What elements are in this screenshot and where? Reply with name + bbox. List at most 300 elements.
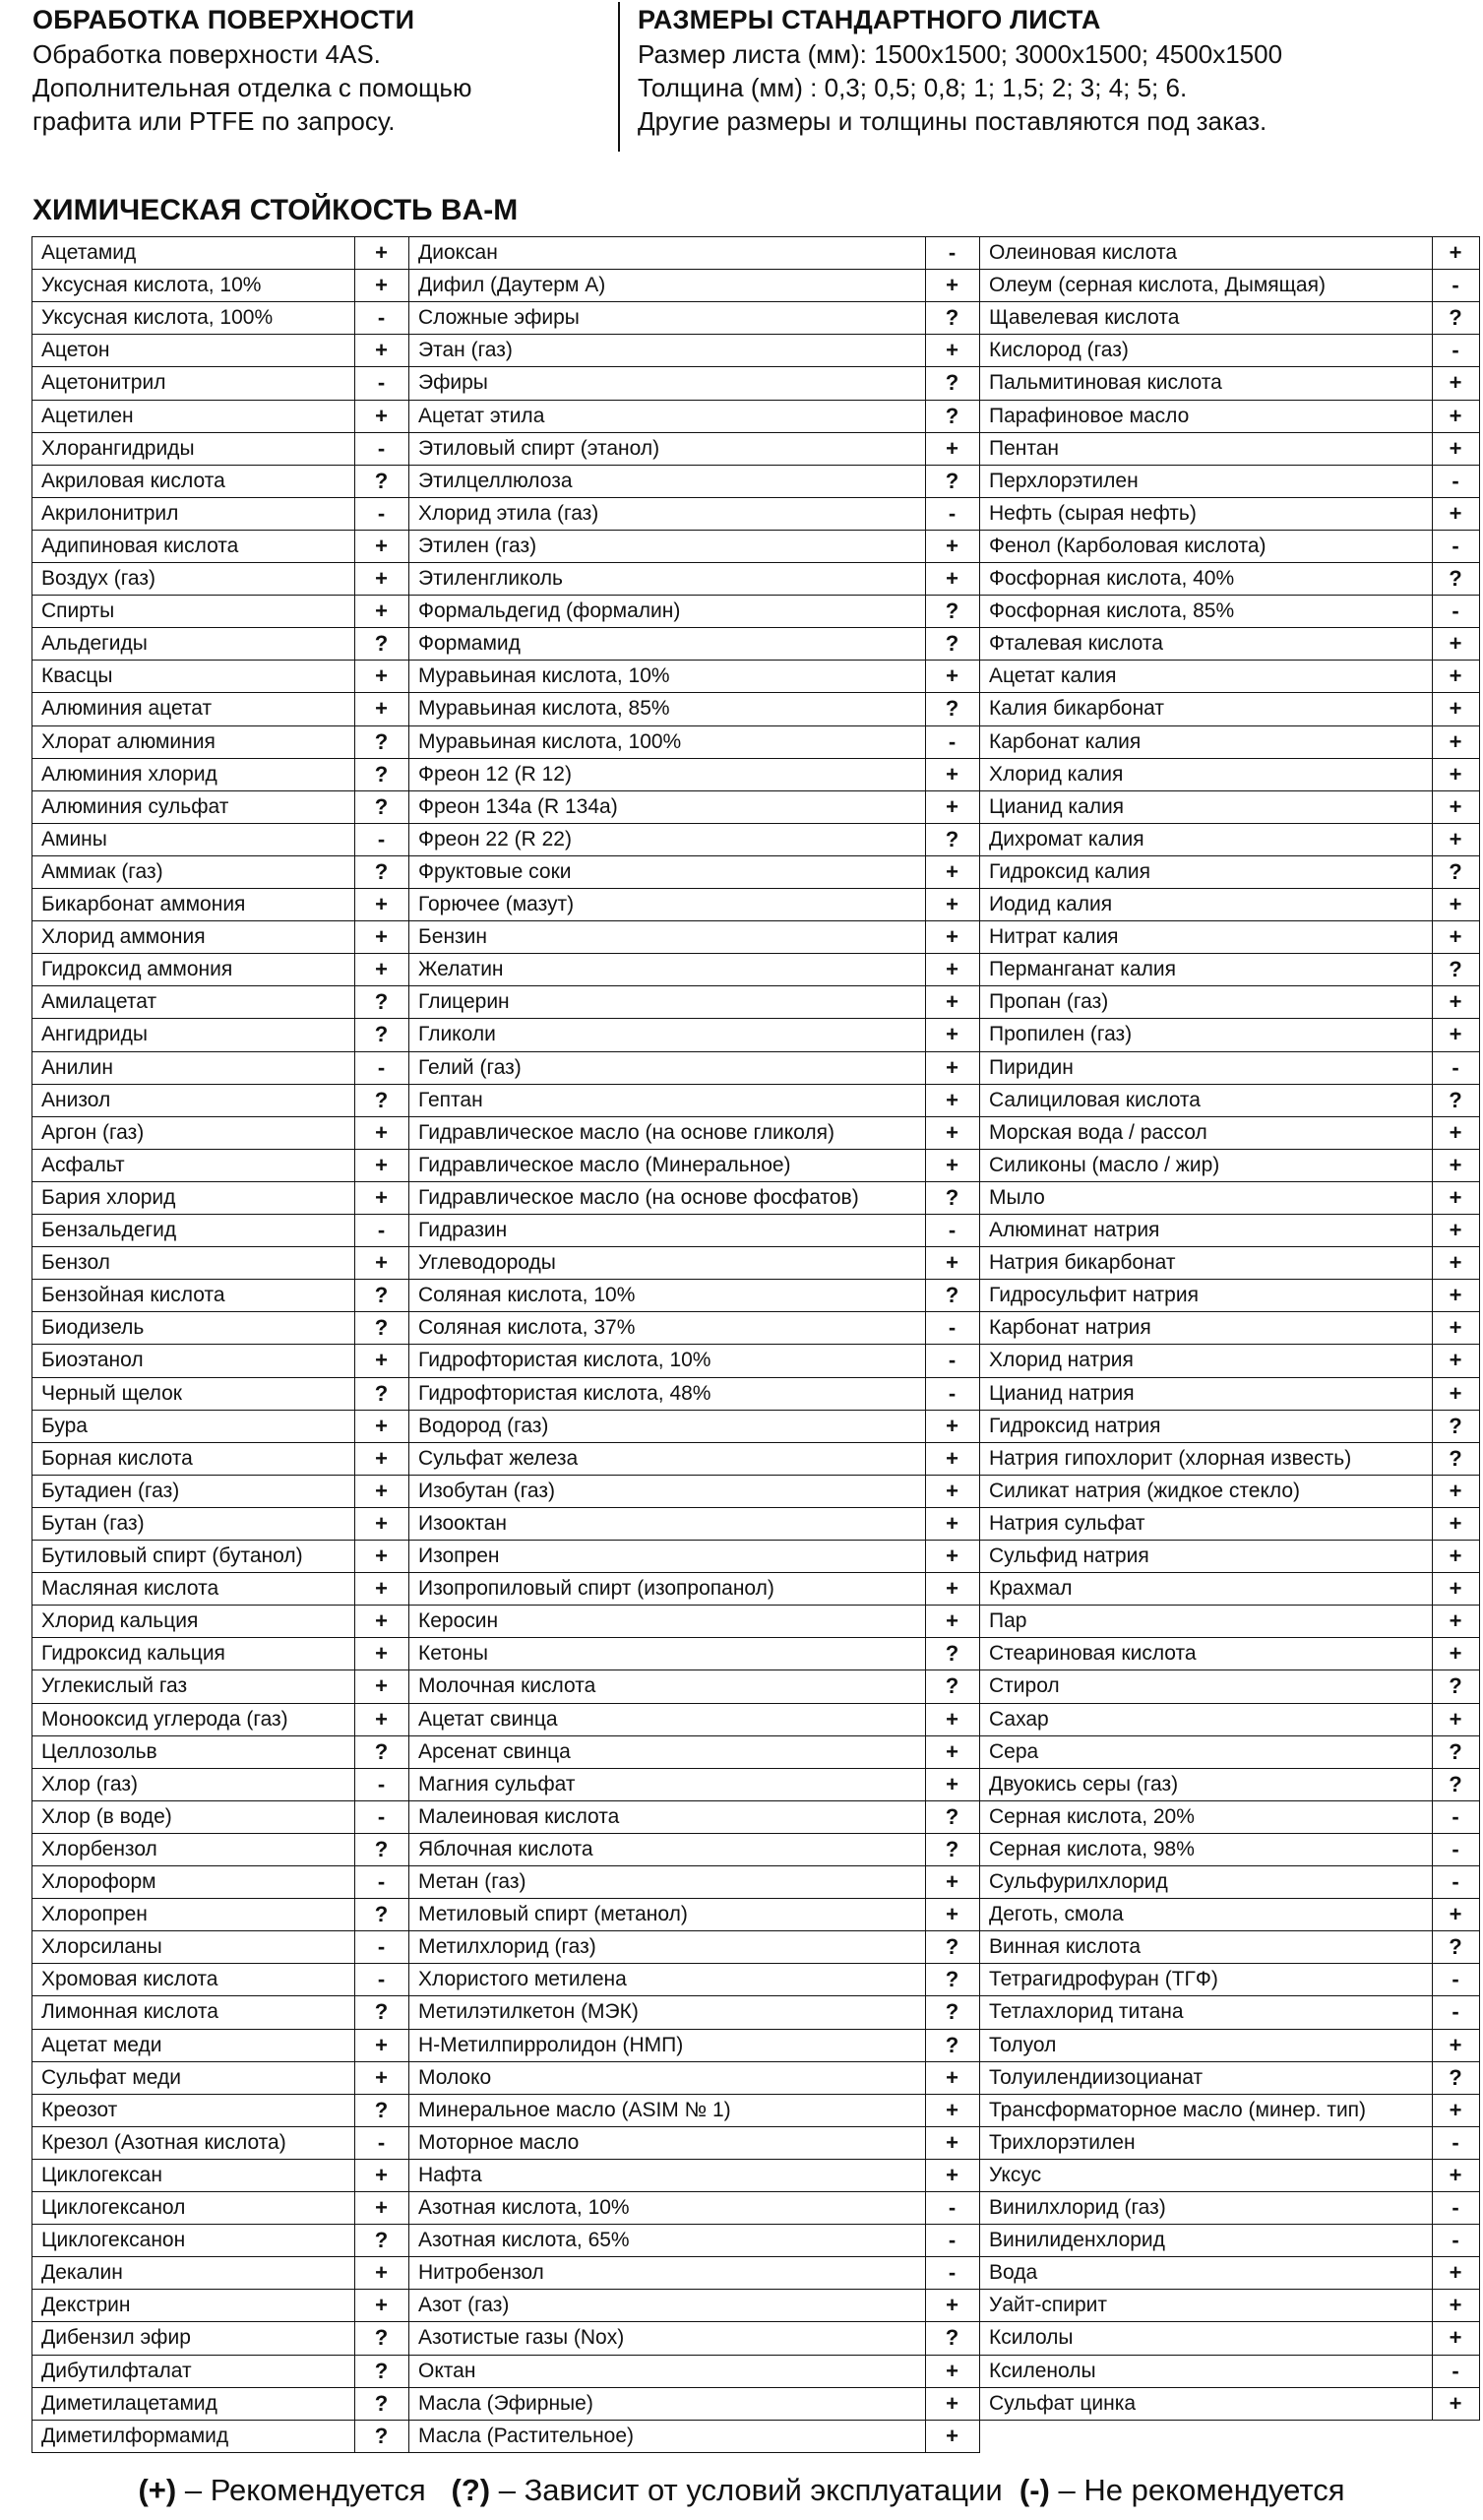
chemical-name: Ангидриды	[41, 1023, 149, 1046]
row-divider	[31, 1898, 409, 1899]
resistance-mark: -	[377, 1803, 386, 1829]
row-divider	[979, 2126, 1480, 2127]
resistance-mark: -	[948, 1315, 957, 1341]
row-divider	[979, 1637, 1480, 1638]
resistance-mark: +	[946, 761, 958, 787]
resistance-mark: +	[1449, 1544, 1462, 1568]
resistance-mark: +	[1449, 989, 1462, 1015]
chemical-name: Магния сульфат	[418, 1772, 576, 1796]
row-divider	[408, 530, 980, 531]
resistance-mark: ?	[374, 1902, 389, 1927]
row-divider	[408, 2159, 980, 2160]
legend-recommended-text: – Рекомендуется	[176, 2473, 426, 2507]
resistance-mark: ?	[1449, 1087, 1462, 1112]
resistance-mark: ?	[374, 2228, 389, 2253]
chemical-name: Карбонат калия	[989, 729, 1142, 753]
row-divider	[31, 1475, 409, 1476]
row-divider	[31, 953, 409, 954]
resistance-mark: +	[375, 1152, 388, 1177]
resistance-mark: ?	[945, 468, 959, 493]
row-divider	[979, 2420, 1480, 2421]
chemical-name: Гидроксид калия	[989, 859, 1150, 883]
resistance-mark: +	[946, 2129, 958, 2155]
resistance-mark: +	[375, 1348, 388, 1373]
chemical-name: Кетоны	[418, 1642, 488, 1666]
chemical-name: Бутан (газ)	[41, 1511, 145, 1535]
row-divider	[31, 1344, 409, 1345]
row-divider	[408, 1605, 980, 1606]
row-divider	[979, 269, 1480, 270]
row-divider	[979, 1507, 1480, 1508]
resistance-mark: +	[946, 435, 958, 461]
resistance-mark: +	[946, 663, 958, 689]
chemical-name: Пропилен (газ)	[989, 1023, 1133, 1046]
resistance-mark: ?	[945, 1934, 959, 1960]
chemical-name: Крезол (Азотная кислота)	[41, 2130, 286, 2154]
resistance-mark: +	[1449, 370, 1462, 396]
resistance-mark: +	[946, 1738, 958, 1764]
chemical-name: Масляная кислота	[41, 1577, 219, 1601]
row-divider	[408, 2029, 980, 2030]
row-divider	[31, 1410, 409, 1411]
resistance-mark: +	[1449, 2293, 1462, 2318]
row-divider	[31, 2029, 409, 2030]
resistance-mark: -	[1452, 273, 1459, 298]
column-divider	[1479, 236, 1480, 2420]
resistance-mark: +	[1449, 1022, 1462, 1047]
row-divider	[408, 1800, 980, 1801]
resistance-mark: -	[377, 1967, 386, 1992]
row-divider	[979, 985, 1480, 986]
row-divider	[979, 2094, 1480, 2095]
chemical-name: Винилиденхлорид	[989, 2229, 1165, 2252]
chemical-name: Тетрагидрофуран (ТГФ)	[989, 1968, 1218, 1991]
resistance-mark: -	[1452, 2129, 1459, 2155]
resistance-mark: +	[946, 793, 958, 819]
resistance-mark: +	[946, 1478, 958, 1503]
resistance-mark: +	[946, 1087, 958, 1112]
chemical-name: Ацетон	[41, 339, 110, 362]
chemical-name: Хлорат алюминия	[41, 729, 216, 753]
row-divider	[408, 920, 980, 921]
resistance-mark: +	[946, 1445, 958, 1471]
row-divider	[31, 236, 409, 237]
chemical-name: Азотистые газы (Nox)	[418, 2326, 625, 2350]
resistance-mark: ?	[945, 1803, 959, 1829]
chemical-name: Гидроксид аммония	[41, 958, 233, 981]
row-divider	[979, 1246, 1480, 1247]
resistance-mark: -	[377, 2129, 386, 2155]
row-divider	[31, 269, 409, 270]
chemical-name: Азотная кислота, 10%	[418, 2196, 630, 2219]
chemical-name: Алюминия ацетат	[41, 697, 213, 721]
row-divider	[31, 1149, 409, 1150]
row-divider	[31, 823, 409, 824]
chemical-name: Нитробензол	[418, 2261, 544, 2285]
resistance-mark: ?	[374, 2325, 389, 2351]
resistance-mark: ?	[1449, 305, 1462, 331]
row-divider	[408, 2452, 980, 2453]
row-divider	[408, 888, 980, 889]
chemical-name: Бензальдегид	[41, 1219, 177, 1241]
resistance-mark: +	[1449, 2390, 1462, 2416]
resistance-mark: ?	[945, 1184, 959, 1210]
chemical-name: Анизол	[41, 1088, 111, 1111]
chemical-name: Нефть (сырая нефть)	[989, 501, 1197, 525]
chemical-name: Хлорид натрия	[989, 1349, 1134, 1372]
surface-treatment-line: графита или PTFE по запросу.	[32, 106, 396, 136]
chemical-name: Фруктовые соки	[418, 859, 572, 883]
chemical-name: Аргон (газ)	[41, 1120, 145, 1144]
chemical-name: Фталевая кислота	[989, 632, 1163, 656]
chemical-name: Хлорангидриды	[41, 436, 195, 460]
resistance-mark: +	[946, 892, 958, 916]
resistance-mark: +	[1449, 1478, 1462, 1503]
chemical-name: Глицерин	[418, 990, 510, 1014]
row-divider	[31, 2321, 409, 2322]
chemical-name: Амилацетат	[41, 990, 157, 1014]
chemical-name: Молоко	[418, 2065, 492, 2089]
resistance-mark: ?	[1449, 1934, 1462, 1960]
row-divider	[408, 1246, 980, 1247]
resistance-mark: +	[946, 273, 958, 298]
resistance-mark: +	[946, 1152, 958, 1177]
chemical-name: Бария хлорид	[41, 1185, 176, 1209]
row-divider	[408, 1572, 980, 1573]
chemical-name: Гидравлическое масло (Минеральное)	[418, 1153, 791, 1176]
resistance-mark: ?	[374, 1315, 389, 1341]
resistance-mark: -	[1452, 1869, 1459, 1894]
chemical-name: Альдегиды	[41, 632, 148, 656]
chemical-name: Ацетат калия	[989, 664, 1117, 688]
resistance-mark: ?	[1449, 957, 1462, 982]
row-divider	[979, 1735, 1480, 1736]
row-divider	[979, 236, 1480, 237]
resistance-mark: +	[375, 1706, 388, 1732]
row-divider	[408, 334, 980, 335]
resistance-mark: +	[946, 1250, 958, 1276]
resistance-mark: ?	[374, 2390, 389, 2416]
row-divider	[408, 1833, 980, 1834]
chemical-name: Углекислый газ	[41, 1674, 188, 1698]
row-divider	[979, 1181, 1480, 1182]
resistance-mark: +	[946, 924, 958, 950]
chemical-name: Акрилонитрил	[41, 501, 179, 525]
resistance-mark: ?	[1449, 1673, 1462, 1699]
row-divider	[408, 1311, 980, 1312]
resistance-mark: -	[377, 500, 386, 526]
resistance-mark: +	[1449, 1608, 1462, 1634]
row-divider	[408, 1475, 980, 1476]
row-divider	[979, 855, 1480, 856]
row-divider	[408, 953, 980, 954]
chemical-name: Декалин	[41, 2261, 123, 2285]
resistance-mark: ?	[945, 2032, 959, 2057]
chemical-name: Пиридин	[989, 1055, 1074, 1079]
chemical-name: Биодизель	[41, 1316, 145, 1340]
row-divider	[31, 1507, 409, 1508]
chemical-name: Керосин	[418, 1609, 499, 1633]
column-divider	[31, 236, 32, 2452]
resistance-mark: ?	[374, 1836, 389, 1861]
row-divider	[979, 2256, 1480, 2257]
chemical-name: Бензойная кислота	[41, 1284, 225, 1307]
resistance-mark: +	[1449, 793, 1462, 819]
resistance-mark: +	[375, 892, 388, 916]
row-divider	[408, 1084, 980, 1085]
resistance-mark: +	[375, 566, 388, 591]
sheet-size-line: Толщина (мм) : 0,3; 0,5; 0,8; 1; 1,5; 2; 3; 4; 5; 6.	[638, 73, 1188, 102]
row-divider	[979, 400, 1480, 401]
chemical-resistance-title: ХИМИЧЕСКАЯ СТОЙКОСТЬ BA-M	[32, 194, 519, 226]
chemical-name: Биоэтанол	[41, 1349, 144, 1372]
row-divider	[979, 888, 1480, 889]
resistance-mark: -	[1452, 533, 1459, 558]
resistance-mark: +	[1449, 924, 1462, 950]
resistance-mark: +	[946, 2162, 958, 2187]
resistance-mark: ?	[1449, 2064, 1462, 2090]
row-divider	[979, 1084, 1480, 1085]
chemical-name: Сложные эфиры	[418, 306, 580, 330]
row-divider	[979, 692, 1480, 693]
chemical-name: Адипиновая кислота	[41, 534, 239, 557]
row-divider	[31, 497, 409, 498]
resistance-mark: ?	[945, 1967, 959, 1992]
chemical-name: Масла (Эфирные)	[418, 2391, 593, 2415]
resistance-mark: ?	[1449, 1771, 1462, 1796]
row-divider	[979, 1018, 1480, 1019]
resistance-mark: +	[375, 1641, 388, 1667]
chemical-name: Цианид натрия	[989, 1381, 1135, 1405]
chemical-name: Яблочная кислота	[418, 1837, 593, 1860]
chemical-name: Натрия бикарбонат	[989, 1251, 1176, 1275]
sheet-size-title: РАЗМЕРЫ СТАНДАРТНОГО ЛИСТА	[638, 5, 1101, 34]
chemical-name: Уайт-спирит	[989, 2294, 1107, 2317]
row-divider	[408, 1051, 980, 1052]
resistance-mark: +	[946, 533, 958, 558]
chemical-name: Анилин	[41, 1055, 113, 1079]
row-divider	[979, 2224, 1480, 2225]
chemical-name: Нафта	[418, 2163, 482, 2186]
row-divider	[408, 1703, 980, 1704]
row-divider	[979, 1898, 1480, 1899]
row-divider	[31, 1214, 409, 1215]
resistance-mark: -	[948, 1218, 957, 1242]
chemical-name: Деготь, смола	[989, 1903, 1124, 1926]
resistance-mark: +	[375, 957, 388, 982]
chemical-name: Винная кислота	[989, 1935, 1142, 1959]
resistance-mark: +	[946, 1544, 958, 1568]
row-divider	[31, 1279, 409, 1280]
chemical-name: Хлоропрен	[41, 1903, 148, 1926]
chemical-name: Бикарбонат аммония	[41, 893, 246, 915]
chemical-name: Борная кислота	[41, 1446, 193, 1470]
row-divider	[408, 366, 980, 367]
row-divider	[31, 985, 409, 986]
resistance-mark: ?	[374, 2097, 389, 2122]
chemical-name: Гидрофтористая кислота, 48%	[418, 1381, 711, 1405]
row-divider	[979, 465, 1480, 466]
resistance-mark: ?	[374, 631, 389, 657]
chemical-name: Дифил (Даутерм А)	[418, 274, 606, 297]
chemical-name: Нитрат калия	[989, 925, 1119, 949]
chemical-name: Кислород (газ)	[989, 339, 1129, 362]
row-divider	[979, 1410, 1480, 1411]
row-divider	[408, 1410, 980, 1411]
chemical-name: Фреон 22 (R 22)	[418, 827, 572, 850]
chemical-name: Бензин	[418, 925, 488, 949]
row-divider	[408, 1442, 980, 1443]
chemical-name: Трансформаторное масло (минер. тип)	[989, 2098, 1367, 2121]
row-divider	[31, 1833, 409, 1834]
row-divider	[31, 400, 409, 401]
chemical-name: Тетлахлорид титана	[989, 2000, 1184, 2024]
chemical-name: Углеводороды	[418, 1251, 556, 1275]
resistance-mark: +	[946, 1608, 958, 1634]
resistance-mark: +	[375, 2293, 388, 2318]
chemical-name: Серная кислота, 20%	[989, 1804, 1195, 1828]
resistance-mark: ?	[374, 1283, 389, 1308]
resistance-mark: -	[948, 240, 957, 265]
row-divider	[979, 823, 1480, 824]
resistance-mark: +	[375, 2162, 388, 2187]
row-divider	[408, 1995, 980, 1996]
row-divider	[979, 758, 1480, 759]
row-divider	[31, 2420, 409, 2421]
chemical-name: Декстрин	[41, 2294, 131, 2317]
row-divider	[31, 530, 409, 531]
row-divider	[31, 2061, 409, 2062]
row-divider	[979, 1149, 1480, 1150]
row-divider	[979, 2159, 1480, 2160]
chemical-name: Формальдегид (формалин)	[418, 599, 681, 623]
column-divider	[1432, 236, 1433, 2420]
chemical-name: Винилхлорид (газ)	[989, 2196, 1166, 2219]
row-divider	[31, 2355, 409, 2356]
chemical-name: Пар	[989, 1609, 1027, 1633]
resistance-mark: ?	[945, 1641, 959, 1667]
chemical-name: Ксиленолы	[989, 2359, 1096, 2382]
resistance-mark: +	[375, 1250, 388, 1276]
resistance-mark: +	[375, 2195, 388, 2220]
chemical-name: Алюминат натрия	[989, 1219, 1160, 1241]
resistance-mark: -	[377, 305, 386, 331]
resistance-mark: +	[946, 989, 958, 1015]
resistance-mark: -	[1452, 1803, 1459, 1829]
row-divider	[31, 1865, 409, 1866]
chemical-name: Морская вода / рассол	[989, 1120, 1207, 1144]
chemical-name: Диоксан	[418, 241, 498, 264]
row-divider	[31, 1963, 409, 1964]
resistance-mark: ?	[1449, 1413, 1462, 1438]
row-divider	[408, 627, 980, 628]
row-divider	[408, 692, 980, 693]
resistance-mark: +	[375, 1478, 388, 1503]
chemical-name: Уксус	[989, 2163, 1042, 2186]
row-divider	[31, 2191, 409, 2192]
chemical-name: Метилхлорид (газ)	[418, 1935, 596, 1959]
row-divider	[979, 2061, 1480, 2062]
sheet-size-line: Размер листа (мм): 1500x1500; 3000x1500; 4500x1500	[638, 39, 1283, 69]
chemical-name: Циклогексан	[41, 2163, 162, 2186]
resistance-mark: ?	[945, 305, 959, 331]
row-divider	[408, 1181, 980, 1182]
row-divider	[408, 1898, 980, 1899]
resistance-mark: +	[946, 2423, 958, 2448]
resistance-mark: +	[1449, 1706, 1462, 1732]
chemical-name: Квасцы	[41, 664, 113, 688]
resistance-mark: ?	[945, 826, 959, 851]
resistance-mark: +	[1449, 2325, 1462, 2351]
row-divider	[31, 1018, 409, 1019]
resistance-mark: +	[1449, 1315, 1462, 1341]
chemical-name: Соляная кислота, 37%	[418, 1316, 636, 1340]
row-divider	[31, 920, 409, 921]
resistance-mark: +	[946, 957, 958, 982]
chemical-name: Гидрофтористая кислота, 10%	[418, 1349, 711, 1372]
chemical-name: Муравьиная кислота, 10%	[418, 664, 670, 688]
row-divider	[31, 2289, 409, 2290]
resistance-mark: +	[375, 403, 388, 428]
row-divider	[31, 595, 409, 596]
resistance-mark: -	[948, 728, 957, 754]
resistance-mark: +	[1449, 2260, 1462, 2286]
resistance-mark: -	[1452, 1836, 1459, 1861]
row-divider	[979, 790, 1480, 791]
chemical-name: Салициловая кислота	[989, 1088, 1201, 1111]
resistance-mark: -	[377, 370, 386, 396]
row-divider	[31, 2094, 409, 2095]
resistance-mark: ?	[1449, 1445, 1462, 1471]
chemical-name: Сульфурилхлорид	[989, 1870, 1168, 1893]
row-divider	[979, 530, 1480, 531]
resistance-mark: -	[1452, 2358, 1459, 2383]
resistance-mark: +	[375, 338, 388, 363]
resistance-mark: +	[946, 1902, 958, 1927]
row-divider	[31, 1540, 409, 1541]
row-divider	[408, 725, 980, 726]
chemical-name: Сульфат меди	[41, 2065, 181, 2089]
chemical-name: Уксусная кислота, 10%	[41, 274, 262, 297]
chemical-name: Фреон 134a (R 134a)	[418, 794, 618, 818]
legend-not-recommended-mark: (-)	[1019, 2473, 1050, 2507]
chemical-name: Щавелевая кислота	[989, 306, 1180, 330]
chemical-name: Арсенат свинца	[418, 1739, 571, 1763]
column-divider	[979, 236, 980, 2420]
row-divider	[408, 1018, 980, 1019]
resistance-mark: +	[946, 2064, 958, 2090]
chemical-name: Целлозольв	[41, 1739, 157, 1763]
row-divider	[31, 1637, 409, 1638]
row-divider	[408, 2061, 980, 2062]
resistance-mark: -	[1452, 1054, 1459, 1080]
row-divider	[979, 1377, 1480, 1378]
resistance-mark: ?	[945, 2325, 959, 2351]
row-divider	[408, 269, 980, 270]
chemical-name: Парафиновое масло	[989, 404, 1190, 427]
resistance-mark: +	[1449, 2162, 1462, 2187]
row-divider	[31, 2159, 409, 2160]
row-divider	[408, 1865, 980, 1866]
resistance-mark: ?	[374, 989, 389, 1015]
resistance-mark: +	[946, 2358, 958, 2383]
row-divider	[31, 1995, 409, 1996]
resistance-mark: ?	[374, 468, 389, 493]
resistance-mark: -	[948, 1380, 957, 1406]
chemical-name: Циклогексанон	[41, 2229, 186, 2252]
chemical-name: Гидравлическое масло (на основе фосфатов)	[418, 1185, 859, 1209]
chemical-name: Фреон 12 (R 12)	[418, 762, 572, 786]
